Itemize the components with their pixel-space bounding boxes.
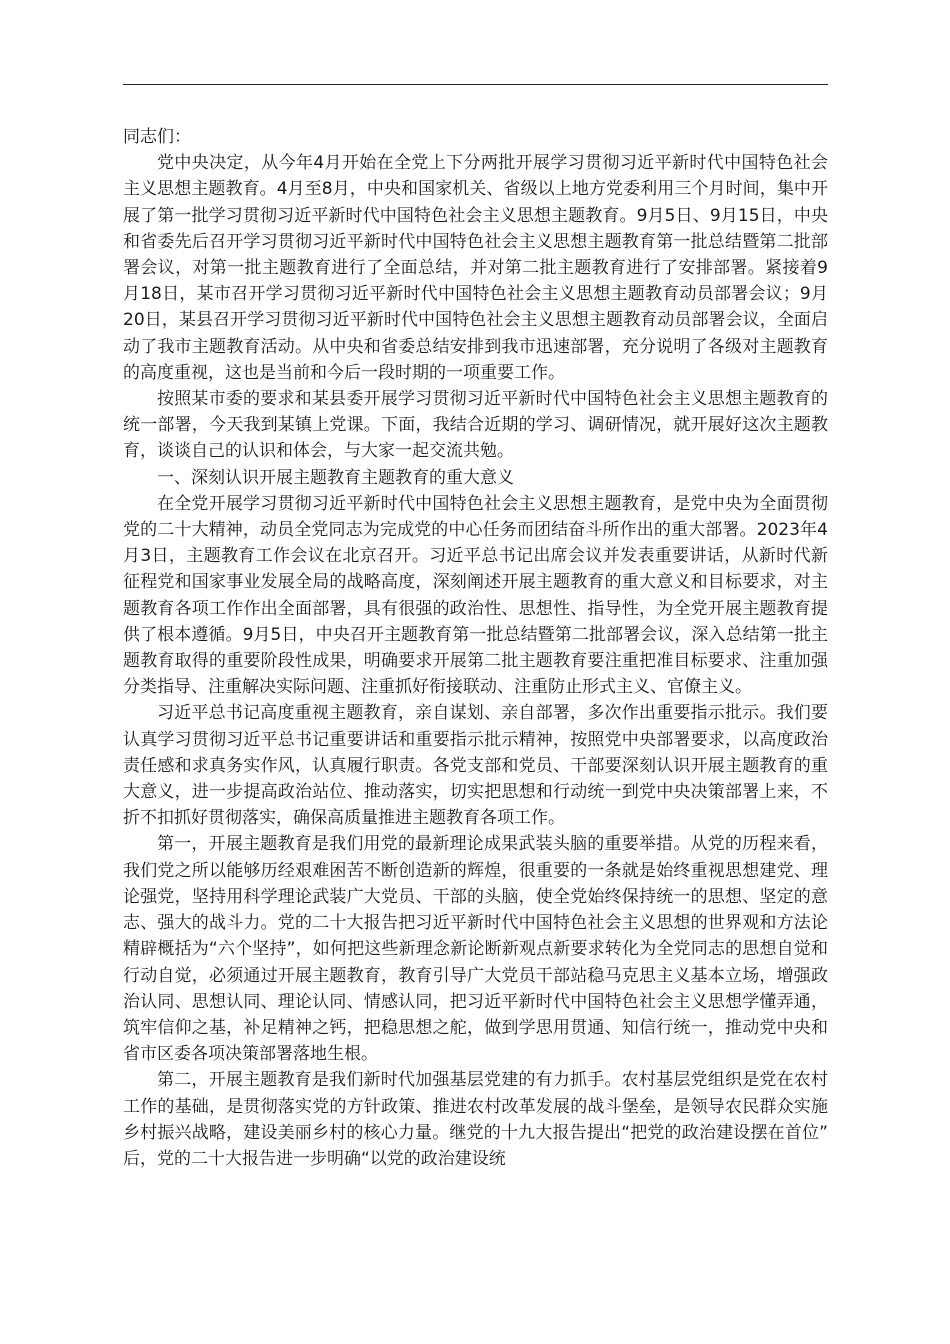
paragraph-point-two: 第二，开展主题教育是我们新时代加强基层党建的有力抓手。农村基层党组织是党在农村工作的基础，是贯彻落实党的方针政策、推进农村改革发展的战斗堡垒，是领导农民群众实施乡村振兴战略，建设美丽乡村的核心力量。继党的十九大报告提出“把党的政治建设摆在首位”后，党的二十大报告进一步明确“以党的政治建设统 bbox=[123, 1070, 828, 1169]
paragraph-significance: 在全党开展学习贯彻习近平新时代中国特色社会主义思想主题教育，是党中央为全面贯彻党的二十大精神，动员全党同志为完成党的中心任务而团结奋斗所作出的重大部署。2023年4月3日，主题教育工作会议在北京召开。习近平总书记出席会议并发表重要讲话，从新时代新征程党和国家事业发展全局的战略高度，深刻阐述开展主题教育的重大意义和目标要求，对主题教育各项工作作出全面部署，具有很强的政治性、思想性、指导性，为全党开展主题教育提供了根本遵循。9月5日，中央召开主题教育第一批总结暨第二批部署会议，深入总结第一批主题教育取得的重要阶段性成果，明确要求开展第二批主题教育要注重把准目标要求、注重加强分类指导、注重解决实际问题、注重抓好衔接联动、注重防止形式主义、官僚主义。 bbox=[123, 493, 828, 698]
paragraph-point-one: 第一，开展主题教育是我们用党的最新理论成果武装头脑的重要举措。从党的历程来看，我们党之所以能够历经艰难困苦不断创造新的辉煌，很重要的一条就是始终重视思想建党、理论强党，坚持用科学理论武装广大党员、干部的头脑，使全党始终保持统一的思想、坚定的意志、强大的战斗力。党的二十大报告把习近平新时代中国特色社会主义思想的世界观和方法论精辟概括为“六个坚持”，如何把这些新理念新论断新观点新要求转化为全党同志的思想自觉和行动自觉，必须通过开展主题教育，教育引导广大党员干部站稳马克思主义基本立场，增强政治认同、思想认同、理论认同、情感认同，把习近平新时代中国特色社会主义思想学懂弄通，筑牢信仰之基，补足精神之钙，把稳思想之舵，做到学思用贯通、知信行统一，推动党中央和省市区委各项决策部署落地生根。 bbox=[123, 834, 828, 1065]
paragraph-instructions: 习近平总书记高度重视主题教育，亲自谋划、亲自部署，多次作出重要指示批示。我们要认真学习贯彻习近平总书记重要讲话和重要指示批示精神，按照党中央部署要求，以高度政治责任感和求真务实作风，认真履行职责。各党支部和党员、干部要深刻认识开展主题教育的重大意义，进一步提高政治站位、推动落实，切实把思想和行动统一到党中央决策部署上来，不折不扣抓好贯彻落实，确保高质量推进主题教育各项工作。 bbox=[123, 703, 828, 829]
paragraph-purpose: 按照某市委的要求和某县委开展学习贯彻习近平新时代中国特色社会主义思想主题教育的统一部署，今天我到某镇上党课。下面，我结合近期的学习、调研情况，就开展好这次主题教育，谈谈自己的认识和体会，与大家一起交流共勉。 bbox=[123, 389, 828, 462]
header-divider bbox=[123, 84, 828, 85]
section-heading-1: 一、深刻认识开展主题教育主题教育的重大意义 bbox=[157, 467, 514, 488]
paragraph-intro: 党中央决定，从今年4月开始在全党上下分两批开展学习贯彻习近平新时代中国特色社会主义思想主题教育。4月至8月，中央和国家机关、省级以上地方党委利用三个月时间，集中开展了第一批学习贯彻习近平新时代中国特色社会主义思想主题教育。9月5日、9月15日，中央和省委先后召开学习贯彻习近平新时代中国特色社会主义思想主题教育第一批总结暨第二批部署会议，对第一批主题教育进行了全面总结，并对第二批主题教育进行了安排部署。紧接着9月18日，某市召开学习贯彻习近平新时代中国特色社会主义思想主题教育动员部署会议；9月20日，某县召开学习贯彻习近平新时代中国特色社会主义思想主题教育动员部署会议，全面启动了我市主题教育活动。从中央和省委总结安排到我市迅速部署，充分说明了各级对主题教育的高度重视，这也是当前和今后一段时期的一项重要工作。 bbox=[123, 153, 828, 383]
salutation: 同志们： bbox=[123, 127, 191, 147]
document-body bbox=[123, 124, 828, 1172]
